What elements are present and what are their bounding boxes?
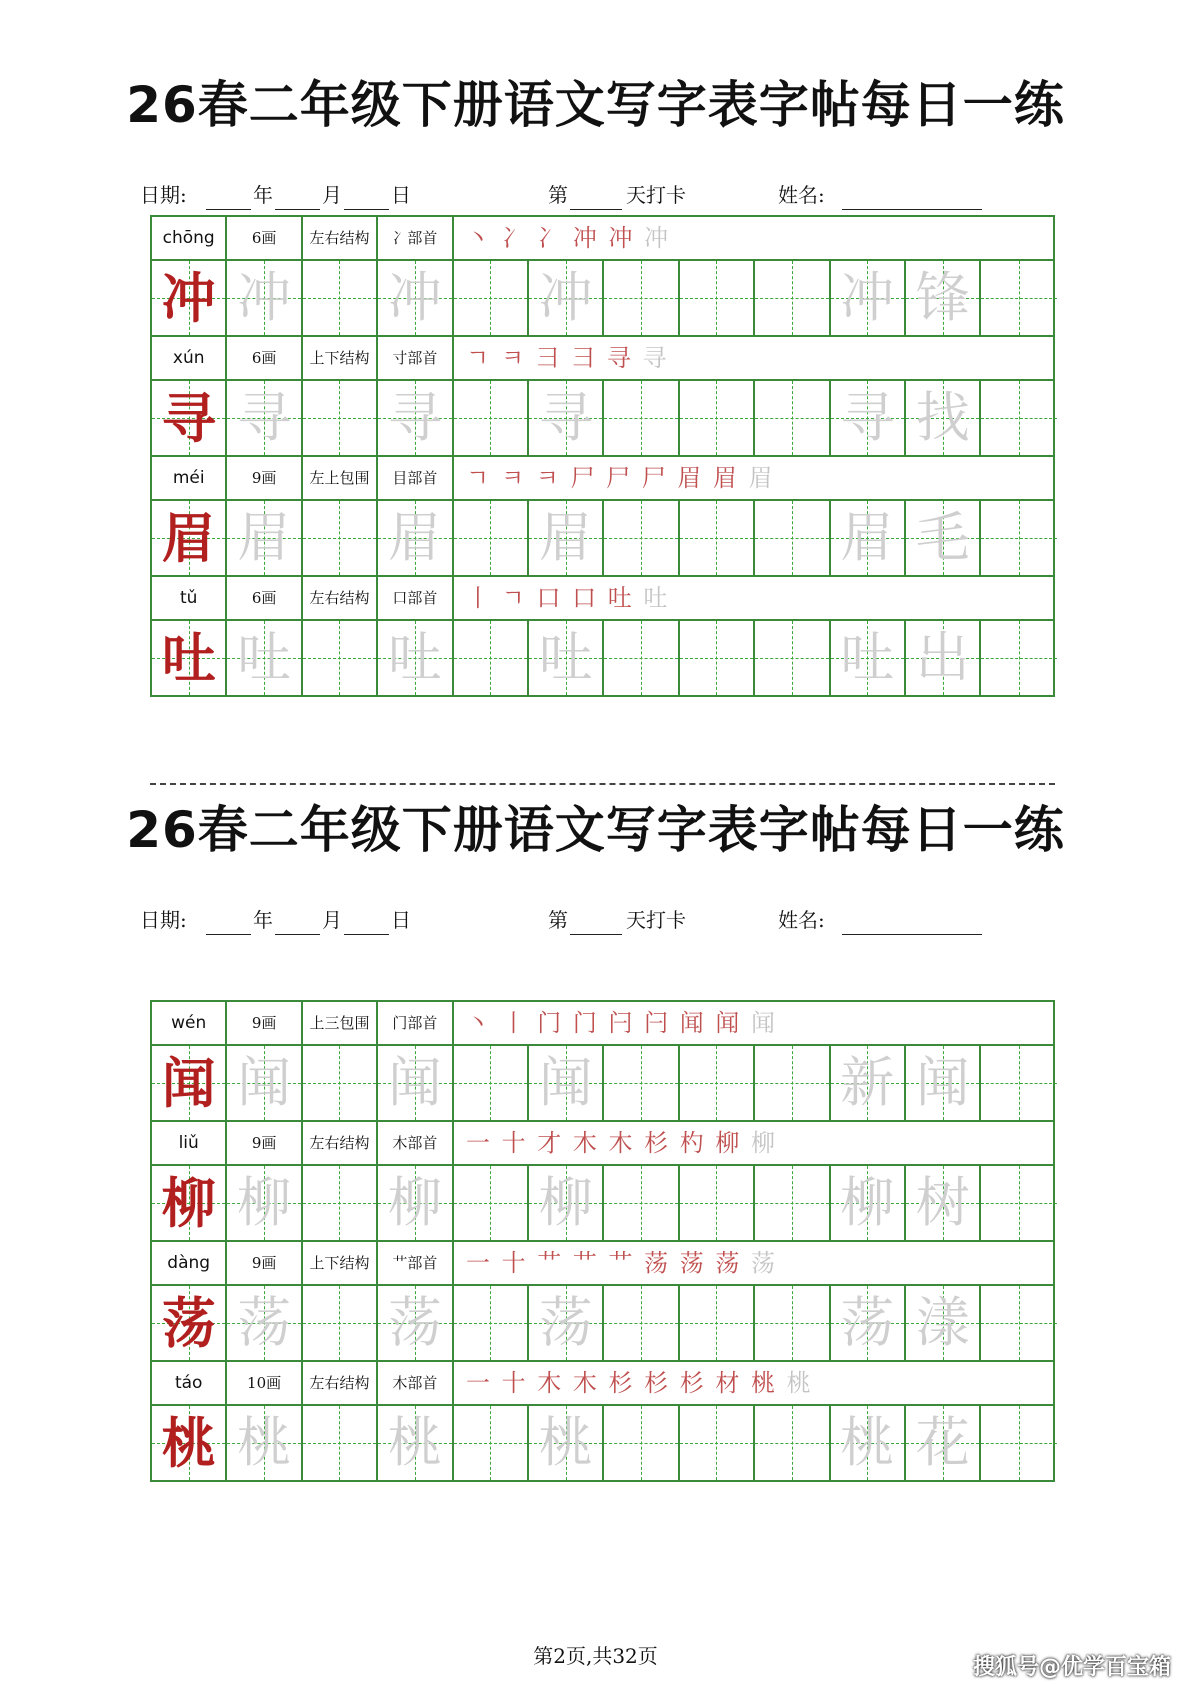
model-character: 吐 [161, 626, 216, 690]
month-label: 月 [322, 183, 342, 207]
divider [150, 783, 1055, 785]
tian-box[interactable] [378, 261, 453, 335]
tian-box[interactable] [378, 381, 453, 455]
radical-label: 目部首 [378, 457, 453, 499]
tian-box[interactable] [152, 1286, 227, 1360]
tian-box[interactable] [604, 381, 679, 455]
trace-character: 荡 [538, 1291, 593, 1354]
info-line [140, 905, 1055, 935]
trace-character: 闻 [237, 1051, 292, 1114]
practice-row [152, 381, 1053, 457]
page-title: 26春二年级下册语文写字表字帖每日一练 [126, 76, 1065, 134]
word-character: 锋 [915, 266, 970, 329]
word-character: 新 [840, 1051, 895, 1114]
model-character: 桃 [161, 1411, 216, 1475]
tian-box[interactable] [604, 1166, 679, 1240]
checkin-suffix: 天打卡 [626, 183, 686, 207]
trace-character: 吐 [237, 626, 292, 689]
practice-row [152, 1406, 1053, 1480]
tian-box[interactable] [227, 501, 302, 575]
tian-box[interactable] [303, 261, 378, 335]
tian-box[interactable] [227, 621, 302, 695]
practice-row [152, 1166, 1053, 1242]
char-info-row [152, 337, 1053, 381]
word-character: 毛 [915, 506, 970, 569]
date-label: 日期: [140, 908, 187, 932]
tian-box[interactable] [529, 501, 604, 575]
tian-box[interactable] [454, 501, 529, 575]
tian-box[interactable] [227, 1046, 302, 1120]
tian-box[interactable] [152, 1046, 227, 1120]
trace-character: 柳 [538, 1171, 593, 1234]
stroke-order [454, 217, 1053, 259]
tian-box[interactable] [378, 1166, 453, 1240]
word-character: 树 [915, 1171, 970, 1234]
tian-box[interactable] [831, 621, 906, 695]
word-character: 漾 [915, 1291, 970, 1354]
tian-box[interactable] [680, 381, 755, 455]
word-character: 闻 [915, 1051, 970, 1114]
stroke-count: 9画 [227, 457, 302, 499]
checkin-suffix: 天打卡 [626, 908, 686, 932]
tian-box[interactable] [755, 501, 830, 575]
trace-character: 寻 [387, 386, 442, 449]
trace-character: 荡 [237, 1291, 292, 1354]
stroke-sequence: 一 十 才 木 木 杉 杓 柳 [466, 1129, 742, 1157]
stroke-count: 6画 [227, 577, 302, 619]
tian-box[interactable] [152, 381, 227, 455]
tian-box[interactable] [152, 501, 227, 575]
radical-label: 艹部首 [378, 1242, 453, 1284]
stroke-order [454, 457, 1053, 499]
year-label: 年 [253, 183, 273, 207]
model-character: 眉 [161, 506, 216, 570]
tian-box[interactable] [831, 261, 906, 335]
tian-box[interactable] [755, 261, 830, 335]
tian-box[interactable] [529, 1286, 604, 1360]
trace-character: 荡 [387, 1291, 442, 1354]
stroke-count: 9画 [227, 1242, 302, 1284]
model-character: 闻 [161, 1051, 216, 1115]
tian-box[interactable] [604, 1046, 679, 1120]
tian-box[interactable] [454, 1046, 529, 1120]
trace-character: 闻 [387, 1051, 442, 1114]
stroke-count: 6画 [227, 337, 302, 379]
pinyin-label: dàng [152, 1242, 227, 1284]
structure-label: 左右结构 [303, 1362, 378, 1404]
structure-label: 左右结构 [303, 577, 378, 619]
tian-box[interactable] [755, 381, 830, 455]
checkin-prefix: 第 [548, 183, 568, 207]
char-info-row [152, 1002, 1053, 1046]
trace-character: 冲 [237, 266, 292, 329]
stroke-final: 柳 [751, 1129, 778, 1157]
tian-box[interactable] [680, 501, 755, 575]
trace-character: 冲 [387, 266, 442, 329]
tian-box[interactable] [906, 381, 981, 455]
tian-box[interactable] [529, 381, 604, 455]
tian-box[interactable] [604, 261, 679, 335]
checkin-prefix: 第 [548, 908, 568, 932]
tian-box[interactable] [831, 1286, 906, 1360]
pinyin-label: wén [152, 1002, 227, 1044]
tian-box[interactable] [755, 1286, 830, 1360]
structure-label: 左右结构 [303, 1122, 378, 1164]
trace-character: 桃 [237, 1411, 292, 1474]
pinyin-label: tǔ [152, 577, 227, 619]
tian-box[interactable] [831, 501, 906, 575]
word-character: 找 [915, 386, 970, 449]
page-footer: 第2页,共32页 [533, 1644, 658, 1668]
tian-box[interactable] [303, 1046, 378, 1120]
tian-box[interactable] [906, 1406, 981, 1480]
radical-label: 冫部首 [378, 217, 453, 259]
stroke-sequence: 丶 冫 冫 冲 冲 [466, 224, 635, 252]
tian-box[interactable] [981, 1046, 1056, 1120]
word-character: 出 [915, 626, 970, 689]
trace-character: 吐 [387, 626, 442, 689]
tian-box[interactable] [303, 1166, 378, 1240]
practice-row [152, 621, 1053, 695]
tian-box[interactable] [755, 621, 830, 695]
tian-box[interactable] [981, 1406, 1056, 1480]
stroke-final: 寻 [642, 344, 669, 372]
stroke-count: 6画 [227, 217, 302, 259]
stroke-final: 冲 [644, 224, 671, 252]
tian-box[interactable] [227, 261, 302, 335]
trace-character: 寻 [538, 386, 593, 449]
tian-box[interactable] [454, 261, 529, 335]
stroke-order [454, 1122, 1053, 1164]
stroke-order [454, 1362, 1053, 1404]
tian-box[interactable] [454, 1286, 529, 1360]
tian-box[interactable] [378, 1286, 453, 1360]
practice-row [152, 261, 1053, 337]
stroke-sequence: 一 十 艹 艹 艹 荡 荡 荡 [466, 1249, 742, 1277]
tian-box[interactable] [529, 1166, 604, 1240]
word-character: 桃 [840, 1411, 895, 1474]
word-character: 花 [915, 1411, 970, 1474]
watermark: 搜狐号@优学百宝箱 [972, 1655, 1171, 1680]
tian-box[interactable] [454, 621, 529, 695]
tian-box[interactable] [831, 1166, 906, 1240]
model-character: 寻 [161, 386, 216, 450]
tian-box[interactable] [303, 381, 378, 455]
tian-box[interactable] [529, 1046, 604, 1120]
trace-character: 冲 [538, 266, 593, 329]
model-character: 荡 [161, 1291, 216, 1355]
model-character: 柳 [161, 1171, 216, 1235]
word-character: 柳 [840, 1171, 895, 1234]
char-info-row [152, 1122, 1053, 1166]
tian-box[interactable] [303, 501, 378, 575]
stroke-sequence: ㄱ ㅋ ㅋ 尸 尸 尸 眉 眉 [466, 464, 739, 492]
trace-character: 桃 [538, 1411, 593, 1474]
trace-character: 柳 [237, 1171, 292, 1234]
tian-box[interactable] [831, 381, 906, 455]
stroke-final: 荡 [751, 1249, 778, 1277]
tian-box[interactable] [529, 1406, 604, 1480]
tian-box[interactable] [906, 1166, 981, 1240]
stroke-sequence: ㄱ ㅋ ⺕ 彐 寻 [466, 344, 633, 372]
tian-box[interactable] [680, 261, 755, 335]
tian-box[interactable] [604, 621, 679, 695]
word-character: 寻 [840, 386, 895, 449]
tian-box[interactable] [680, 1406, 755, 1480]
year-label: 年 [253, 908, 273, 932]
trace-character: 柳 [387, 1171, 442, 1234]
pinyin-label: méi [152, 457, 227, 499]
stroke-sequence: 丶 丨 门 门 闩 闩 闻 闻 [466, 1009, 742, 1037]
tian-box[interactable] [906, 621, 981, 695]
model-character: 冲 [161, 266, 216, 330]
stroke-count: 9画 [227, 1002, 302, 1044]
tian-box[interactable] [227, 1406, 302, 1480]
tian-box[interactable] [152, 621, 227, 695]
tian-box[interactable] [604, 1286, 679, 1360]
pinyin-label: chōng [152, 217, 227, 259]
tian-box[interactable] [906, 261, 981, 335]
practice-row [152, 501, 1053, 577]
trace-character: 眉 [538, 506, 593, 569]
day-label: 日 [391, 183, 411, 207]
trace-character: 桃 [387, 1411, 442, 1474]
stroke-count: 9画 [227, 1122, 302, 1164]
trace-character: 眉 [237, 506, 292, 569]
tian-box[interactable] [227, 1286, 302, 1360]
name-label: 姓名: [778, 183, 825, 207]
stroke-final: 桃 [786, 1369, 813, 1397]
tian-box[interactable] [529, 261, 604, 335]
tian-box[interactable] [981, 1286, 1056, 1360]
stroke-final: 闻 [751, 1009, 778, 1037]
tian-box[interactable] [981, 261, 1056, 335]
tian-box[interactable] [906, 1286, 981, 1360]
pinyin-label: táo [152, 1362, 227, 1404]
word-character: 荡 [840, 1291, 895, 1354]
radical-label: 木部首 [378, 1362, 453, 1404]
word-character: 吐 [840, 626, 895, 689]
info-line [140, 180, 1055, 210]
tian-box[interactable] [604, 1406, 679, 1480]
radical-label: 寸部首 [378, 337, 453, 379]
trace-character: 眉 [387, 506, 442, 569]
tian-box[interactable] [981, 381, 1056, 455]
tian-box[interactable] [604, 501, 679, 575]
stroke-final: 眉 [748, 464, 775, 492]
tian-box[interactable] [378, 1406, 453, 1480]
char-info-row [152, 1242, 1053, 1286]
tian-box[interactable] [227, 1166, 302, 1240]
tian-box[interactable] [680, 1046, 755, 1120]
tian-box[interactable] [454, 381, 529, 455]
tian-box[interactable] [378, 621, 453, 695]
structure-label: 上下结构 [303, 1242, 378, 1284]
month-label: 月 [322, 908, 342, 932]
tian-box[interactable] [378, 501, 453, 575]
tian-box[interactable] [680, 1286, 755, 1360]
stroke-order [454, 577, 1053, 619]
stroke-order [454, 1242, 1053, 1284]
tian-box[interactable] [981, 501, 1056, 575]
trace-character: 吐 [538, 626, 593, 689]
name-label: 姓名: [778, 908, 825, 932]
page-title: 26春二年级下册语文写字表字帖每日一练 [126, 801, 1065, 859]
trace-character: 寻 [237, 386, 292, 449]
practice-grid [150, 1000, 1055, 1482]
tian-box[interactable] [981, 1166, 1056, 1240]
structure-label: 左上包围 [303, 457, 378, 499]
pinyin-label: liǔ [152, 1122, 227, 1164]
stroke-count: 10画 [227, 1362, 302, 1404]
practice-row [152, 1046, 1053, 1122]
structure-label: 上三包围 [303, 1002, 378, 1044]
stroke-sequence: 丨 ㄱ 口 口 吐 [466, 584, 634, 612]
date-label: 日期: [140, 183, 187, 207]
tian-box[interactable] [152, 261, 227, 335]
stroke-order [454, 1002, 1053, 1044]
tian-box[interactable] [303, 1406, 378, 1480]
radical-label: 木部首 [378, 1122, 453, 1164]
tian-box[interactable] [454, 1166, 529, 1240]
word-character: 眉 [840, 506, 895, 569]
tian-box[interactable] [303, 621, 378, 695]
tian-box[interactable] [680, 1166, 755, 1240]
tian-box[interactable] [680, 621, 755, 695]
tian-box[interactable] [152, 1166, 227, 1240]
tian-box[interactable] [831, 1406, 906, 1480]
char-info-row [152, 457, 1053, 501]
tian-box[interactable] [981, 621, 1056, 695]
structure-label: 上下结构 [303, 337, 378, 379]
char-info-row [152, 217, 1053, 261]
radical-label: 口部首 [378, 577, 453, 619]
tian-box[interactable] [227, 381, 302, 455]
structure-label: 左右结构 [303, 217, 378, 259]
radical-label: 门部首 [378, 1002, 453, 1044]
word-character: 冲 [840, 266, 895, 329]
stroke-order [454, 337, 1053, 379]
trace-character: 闻 [538, 1051, 593, 1114]
char-info-row [152, 1362, 1053, 1406]
tian-box[interactable] [755, 1046, 830, 1120]
practice-grid [150, 215, 1055, 697]
day-label: 日 [391, 908, 411, 932]
tian-box[interactable] [454, 1406, 529, 1480]
tian-box[interactable] [303, 1286, 378, 1360]
tian-box[interactable] [755, 1166, 830, 1240]
char-info-row [152, 577, 1053, 621]
pinyin-label: xún [152, 337, 227, 379]
practice-row [152, 1286, 1053, 1362]
tian-box[interactable] [906, 1046, 981, 1120]
stroke-final: 吐 [643, 584, 670, 612]
tian-box[interactable] [831, 1046, 906, 1120]
tian-box[interactable] [529, 621, 604, 695]
tian-box[interactable] [152, 1406, 227, 1480]
stroke-sequence: 一 十 木 木 杉 杉 杉 材 桃 [466, 1369, 778, 1397]
tian-box[interactable] [906, 501, 981, 575]
tian-box[interactable] [378, 1046, 453, 1120]
tian-box[interactable] [755, 1406, 830, 1480]
